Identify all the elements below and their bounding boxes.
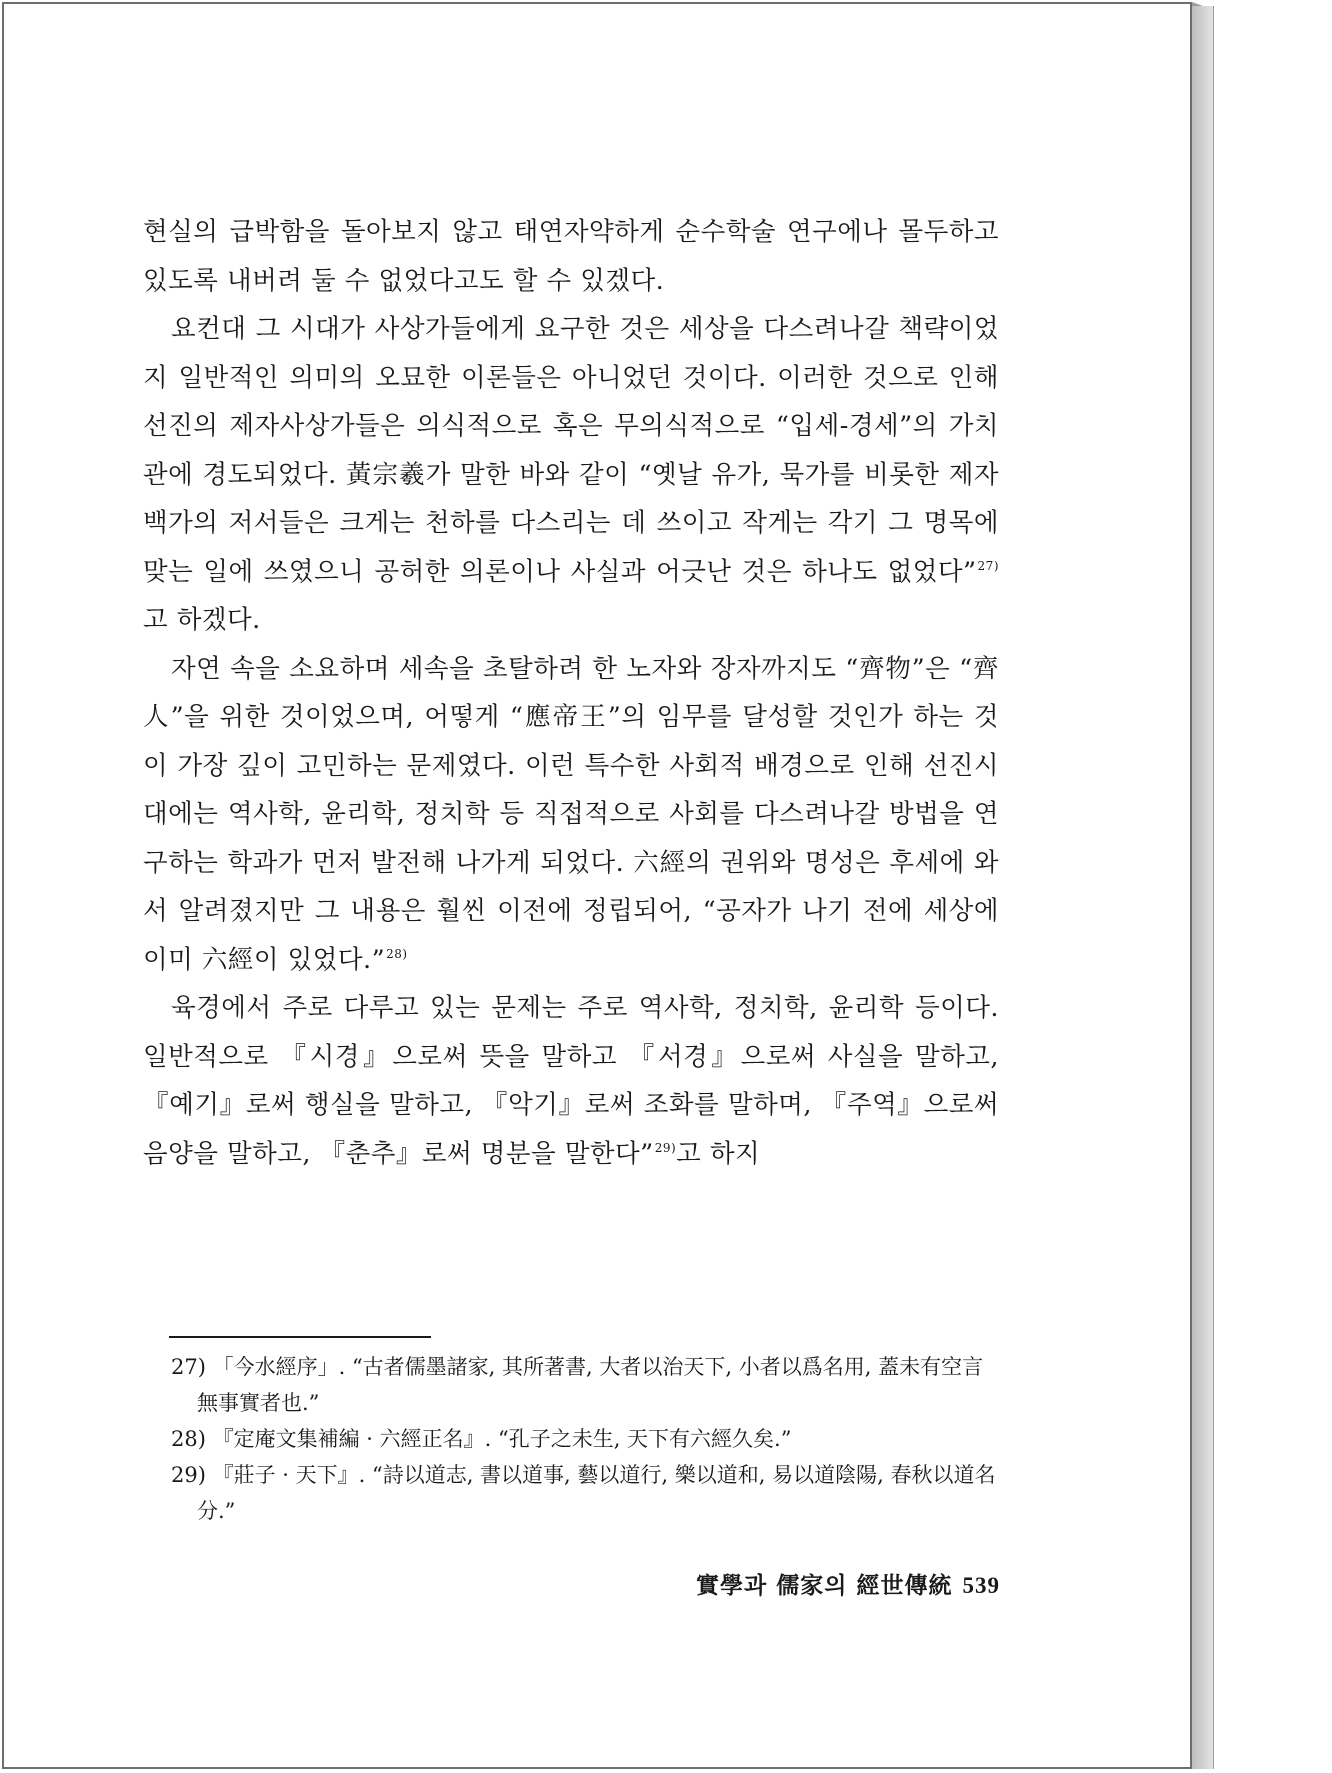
footnote-ref-27[interactable]: 27) (977, 559, 999, 573)
paragraph-2-text: 요컨대 그 시대가 사상가들에게 요구한 것은 세상을 다스려나갈 책략이었지 일반적인 의미의 오묘한 이론들은 아니었던 것이다. 이러한 것으로 인해 선진의 제자사상가들은 의식적으로 혹은 무의식적으로 “입세-경세”의 가치관에 경도되었다. 黃宗羲가 말한 바와 같이 “옛날 유가, 묵가를 비롯한 제자백가의 저서들은 크게는 천하를 다스리는 데 쓰이고 작게는 각기 그 명목에 맞는 일에 쓰였으니 공허한 의론이나 사실과 어긋난 것은 하나도 없었다” (143, 314, 999, 587)
paragraph-3-text: 자연 속을 소요하며 세속을 초탈하려 한 노자와 장자까지도 “齊物”은 “齊人”을 위한 것이었으며, 어떻게 “應帝王”의 임무를 달성할 것인가 하는 것이 가장 깊이 고민하는 문제였다. 이런 특수한 사회적 배경으로 인해 선진시대에는 역사학, 윤리학, 정치학 등 직접적으로 사회를 다스려나갈 방법을 연구하는 학과가 먼저 발전해 나가게 되었다. 六經의 권위와 명성은 후세에 와서 알려졌지만 그 내용은 훨씬 이전에 정립되어, “공자가 나기 전에 세상에 이미 六經이 있었다.” (143, 653, 999, 975)
page-number: 539 (962, 1573, 1000, 1598)
paragraph-1 (143, 208, 999, 305)
running-title: 實學과 儒家의 經世傳統 (696, 1572, 953, 1599)
footnote-ref-29[interactable]: 29) (654, 1141, 677, 1155)
footnote-divider (169, 1336, 431, 1338)
paragraph-4 (143, 984, 999, 1178)
body-text (143, 208, 999, 1178)
paragraph-4-after: 고 하지 (676, 1138, 761, 1169)
footnote-28: 28) 『定庵文集補編 · 六經正名』. “孔子之未生, 天下有六經久矣.” (171, 1427, 792, 1451)
running-footer (560, 1567, 1000, 1600)
paragraph-4-text: 육경에서 주로 다루고 있는 문제는 주로 역사학, 정치학, 윤리학 등이다. 일반적으로 『시경』으로써 뜻을 말하고 『서경』으로써 사실을 말하고, 『예기』로써 행실을 말하고, 『악기』로써 조화를 말하며, 『주역』으로써 음양을 말하고, 『춘추』로써 명분을 말한다” (143, 993, 999, 1169)
paragraph-1-text: 현실의 급박함을 돌아보지 않고 태연자약하게 순수학술 연구에나 몰두하고 있도록 내버려 둘 수 없었다고도 할 수 있겠다. (143, 217, 999, 296)
paragraph-2 (143, 305, 999, 645)
footnotes (171, 1349, 999, 1529)
footnote-27: 27) 「今水經序」. “古者儒墨諸家, 其所著書, 大者以治天下, 小者以爲名用, 蓋未有空言無事實者也.” (171, 1355, 984, 1415)
paragraph-3 (143, 645, 999, 985)
page-edge-shadow (1192, 6, 1214, 1769)
paragraph-2-after: 고 하겠다. (143, 605, 261, 635)
footnote-ref-28[interactable]: 28) (386, 947, 408, 961)
footnote-29: 29) 『莊子 · 天下』. “詩以道志, 書以道事, 藝以道行, 樂以道和, 易以道陰陽, 春秋以道名分.” (171, 1463, 996, 1523)
